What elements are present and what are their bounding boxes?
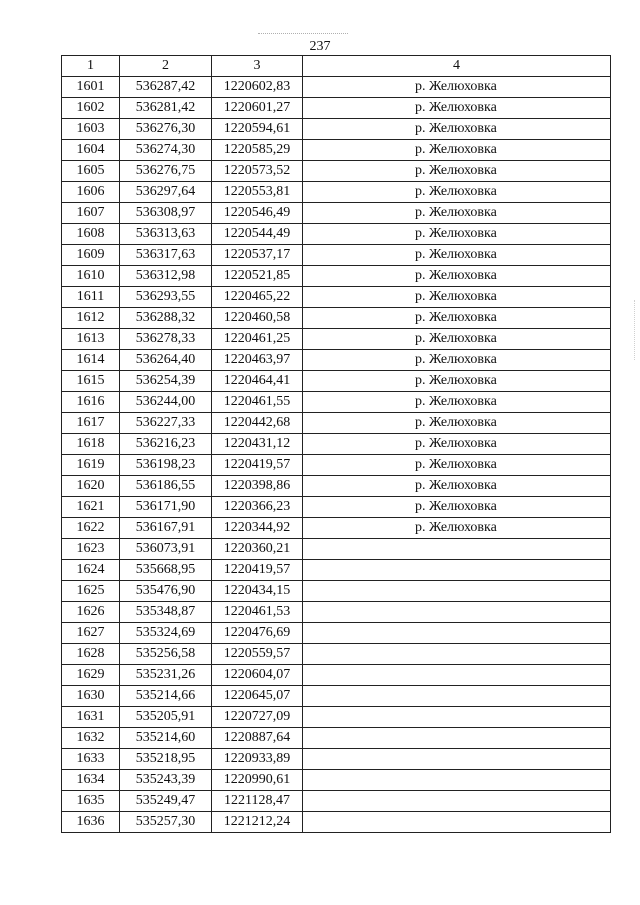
description-cell: р. Желюховка bbox=[303, 119, 611, 140]
y-coordinate-cell: 1220366,23 bbox=[212, 497, 303, 518]
table-row bbox=[62, 539, 611, 560]
x-coordinate-cell: 536264,40 bbox=[120, 350, 212, 371]
description-cell: р. Желюховка bbox=[303, 266, 611, 287]
table-row bbox=[62, 518, 611, 539]
y-coordinate-cell: 1220594,61 bbox=[212, 119, 303, 140]
y-coordinate-cell: 1220461,55 bbox=[212, 392, 303, 413]
description-cell bbox=[303, 686, 611, 707]
x-coordinate-cell: 535205,91 bbox=[120, 707, 212, 728]
point-number-cell: 1606 bbox=[62, 182, 120, 203]
point-number-cell: 1621 bbox=[62, 497, 120, 518]
x-coordinate-cell: 535214,66 bbox=[120, 686, 212, 707]
point-number-cell: 1633 bbox=[62, 749, 120, 770]
x-coordinate-cell: 536216,23 bbox=[120, 434, 212, 455]
point-number-cell: 1611 bbox=[62, 287, 120, 308]
point-number-cell: 1632 bbox=[62, 728, 120, 749]
description-cell: р. Желюховка bbox=[303, 434, 611, 455]
y-coordinate-cell: 1220419,57 bbox=[212, 455, 303, 476]
x-coordinate-cell: 536317,63 bbox=[120, 245, 212, 266]
point-number-cell: 1619 bbox=[62, 455, 120, 476]
point-number-cell: 1601 bbox=[62, 77, 120, 98]
point-number-cell: 1627 bbox=[62, 623, 120, 644]
x-coordinate-cell: 536254,39 bbox=[120, 371, 212, 392]
header-description: 4 bbox=[303, 56, 611, 77]
table-row bbox=[62, 203, 611, 224]
description-cell bbox=[303, 560, 611, 581]
point-number-cell: 1602 bbox=[62, 98, 120, 119]
point-number-cell: 1614 bbox=[62, 350, 120, 371]
description-cell: р. Желюховка bbox=[303, 455, 611, 476]
table-row bbox=[62, 560, 611, 581]
description-cell bbox=[303, 665, 611, 686]
table-row bbox=[62, 371, 611, 392]
x-coordinate-cell: 536312,98 bbox=[120, 266, 212, 287]
description-cell: р. Желюховка bbox=[303, 518, 611, 539]
x-coordinate-cell: 535668,95 bbox=[120, 560, 212, 581]
table-row bbox=[62, 812, 611, 833]
point-number-cell: 1635 bbox=[62, 791, 120, 812]
x-coordinate-cell: 536281,42 bbox=[120, 98, 212, 119]
x-coordinate-cell: 535249,47 bbox=[120, 791, 212, 812]
y-coordinate-cell: 1220573,52 bbox=[212, 161, 303, 182]
point-number-cell: 1603 bbox=[62, 119, 120, 140]
y-coordinate-cell: 1220537,17 bbox=[212, 245, 303, 266]
description-cell: р. Желюховка bbox=[303, 476, 611, 497]
table-row bbox=[62, 287, 611, 308]
y-coordinate-cell: 1220442,68 bbox=[212, 413, 303, 434]
table-row bbox=[62, 392, 611, 413]
y-coordinate-cell: 1220887,64 bbox=[212, 728, 303, 749]
x-coordinate-cell: 536308,97 bbox=[120, 203, 212, 224]
table-row bbox=[62, 245, 611, 266]
table-row bbox=[62, 350, 611, 371]
description-cell: р. Желюховка bbox=[303, 245, 611, 266]
description-cell bbox=[303, 707, 611, 728]
y-coordinate-cell: 1220461,25 bbox=[212, 329, 303, 350]
table-row bbox=[62, 455, 611, 476]
y-coordinate-cell: 1220559,57 bbox=[212, 644, 303, 665]
point-number-cell: 1605 bbox=[62, 161, 120, 182]
x-coordinate-cell: 535476,90 bbox=[120, 581, 212, 602]
description-cell: р. Желюховка bbox=[303, 140, 611, 161]
point-number-cell: 1622 bbox=[62, 518, 120, 539]
y-coordinate-cell: 1220461,53 bbox=[212, 602, 303, 623]
point-number-cell: 1615 bbox=[62, 371, 120, 392]
x-coordinate-cell: 536167,91 bbox=[120, 518, 212, 539]
x-coordinate-cell: 535256,58 bbox=[120, 644, 212, 665]
table-row bbox=[62, 119, 611, 140]
table-row bbox=[62, 770, 611, 791]
table-row bbox=[62, 266, 611, 287]
y-coordinate-cell: 1220727,09 bbox=[212, 707, 303, 728]
x-coordinate-cell: 536244,00 bbox=[120, 392, 212, 413]
point-number-cell: 1630 bbox=[62, 686, 120, 707]
y-coordinate-cell: 1220990,61 bbox=[212, 770, 303, 791]
point-number-cell: 1608 bbox=[62, 224, 120, 245]
point-number-cell: 1620 bbox=[62, 476, 120, 497]
x-coordinate-cell: 536288,32 bbox=[120, 308, 212, 329]
x-coordinate-cell: 535231,26 bbox=[120, 665, 212, 686]
point-number-cell: 1636 bbox=[62, 812, 120, 833]
point-number-cell: 1629 bbox=[62, 665, 120, 686]
x-coordinate-cell: 535348,87 bbox=[120, 602, 212, 623]
description-cell: р. Желюховка bbox=[303, 392, 611, 413]
table-row bbox=[62, 329, 611, 350]
y-coordinate-cell: 1220553,81 bbox=[212, 182, 303, 203]
y-coordinate-cell: 1220645,07 bbox=[212, 686, 303, 707]
y-coordinate-cell: 1220521,85 bbox=[212, 266, 303, 287]
y-coordinate-cell: 1220419,57 bbox=[212, 560, 303, 581]
header-y-coordinate: 3 bbox=[212, 56, 303, 77]
table-body bbox=[62, 77, 611, 833]
point-number-cell: 1609 bbox=[62, 245, 120, 266]
y-coordinate-cell: 1220463,97 bbox=[212, 350, 303, 371]
description-cell: р. Желюховка bbox=[303, 329, 611, 350]
point-number-cell: 1623 bbox=[62, 539, 120, 560]
table-row bbox=[62, 434, 611, 455]
table-row bbox=[62, 77, 611, 98]
y-coordinate-cell: 1220465,22 bbox=[212, 287, 303, 308]
point-number-cell: 1616 bbox=[62, 392, 120, 413]
coordinates-table bbox=[61, 55, 611, 833]
y-coordinate-cell: 1221128,47 bbox=[212, 791, 303, 812]
y-coordinate-cell: 1220344,92 bbox=[212, 518, 303, 539]
description-cell bbox=[303, 749, 611, 770]
header-x-coordinate: 2 bbox=[120, 56, 212, 77]
table-row bbox=[62, 98, 611, 119]
point-number-cell: 1607 bbox=[62, 203, 120, 224]
y-coordinate-cell: 1220464,41 bbox=[212, 371, 303, 392]
description-cell: р. Желюховка bbox=[303, 182, 611, 203]
table-row bbox=[62, 161, 611, 182]
x-coordinate-cell: 535324,69 bbox=[120, 623, 212, 644]
description-cell: р. Желюховка bbox=[303, 98, 611, 119]
table-row bbox=[62, 644, 611, 665]
description-cell: р. Желюховка bbox=[303, 287, 611, 308]
table-row bbox=[62, 581, 611, 602]
table-row bbox=[62, 623, 611, 644]
description-cell: р. Желюховка bbox=[303, 308, 611, 329]
table-row bbox=[62, 791, 611, 812]
x-coordinate-cell: 536276,30 bbox=[120, 119, 212, 140]
point-number-cell: 1634 bbox=[62, 770, 120, 791]
y-coordinate-cell: 1220360,21 bbox=[212, 539, 303, 560]
x-coordinate-cell: 536287,42 bbox=[120, 77, 212, 98]
scan-edge-mark bbox=[634, 300, 636, 360]
description-cell: р. Желюховка bbox=[303, 161, 611, 182]
table-row bbox=[62, 728, 611, 749]
table-row bbox=[62, 497, 611, 518]
x-coordinate-cell: 536293,55 bbox=[120, 287, 212, 308]
point-number-cell: 1612 bbox=[62, 308, 120, 329]
table-header bbox=[62, 56, 611, 77]
table-row bbox=[62, 749, 611, 770]
description-cell bbox=[303, 602, 611, 623]
x-coordinate-cell: 536227,33 bbox=[120, 413, 212, 434]
table-row bbox=[62, 140, 611, 161]
x-coordinate-cell: 536297,64 bbox=[120, 182, 212, 203]
description-cell: р. Желюховка bbox=[303, 413, 611, 434]
description-cell bbox=[303, 791, 611, 812]
x-coordinate-cell: 536198,23 bbox=[120, 455, 212, 476]
y-coordinate-cell: 1220602,83 bbox=[212, 77, 303, 98]
y-coordinate-cell: 1220434,15 bbox=[212, 581, 303, 602]
table-row bbox=[62, 308, 611, 329]
description-cell: р. Желюховка bbox=[303, 350, 611, 371]
description-cell bbox=[303, 812, 611, 833]
header-row bbox=[62, 56, 611, 77]
y-coordinate-cell: 1220601,27 bbox=[212, 98, 303, 119]
table-row bbox=[62, 686, 611, 707]
description-cell: р. Желюховка bbox=[303, 224, 611, 245]
point-number-cell: 1628 bbox=[62, 644, 120, 665]
y-coordinate-cell: 1220460,58 bbox=[212, 308, 303, 329]
x-coordinate-cell: 535218,95 bbox=[120, 749, 212, 770]
table-row bbox=[62, 707, 611, 728]
y-coordinate-cell: 1220431,12 bbox=[212, 434, 303, 455]
table-row bbox=[62, 182, 611, 203]
x-coordinate-cell: 536186,55 bbox=[120, 476, 212, 497]
description-cell: р. Желюховка bbox=[303, 371, 611, 392]
description-cell bbox=[303, 539, 611, 560]
header-point-number: 1 bbox=[62, 56, 120, 77]
table-row bbox=[62, 665, 611, 686]
table-row bbox=[62, 224, 611, 245]
point-number-cell: 1626 bbox=[62, 602, 120, 623]
description-cell bbox=[303, 623, 611, 644]
description-cell bbox=[303, 581, 611, 602]
x-coordinate-cell: 536278,33 bbox=[120, 329, 212, 350]
y-coordinate-cell: 1220933,89 bbox=[212, 749, 303, 770]
description-cell: р. Желюховка bbox=[303, 497, 611, 518]
x-coordinate-cell: 536274,30 bbox=[120, 140, 212, 161]
x-coordinate-cell: 536171,90 bbox=[120, 497, 212, 518]
y-coordinate-cell: 1220476,69 bbox=[212, 623, 303, 644]
x-coordinate-cell: 535257,30 bbox=[120, 812, 212, 833]
description-cell bbox=[303, 644, 611, 665]
scan-artifact-mark bbox=[258, 33, 348, 35]
point-number-cell: 1617 bbox=[62, 413, 120, 434]
description-cell bbox=[303, 728, 611, 749]
description-cell bbox=[303, 770, 611, 791]
x-coordinate-cell: 536073,91 bbox=[120, 539, 212, 560]
y-coordinate-cell: 1221212,24 bbox=[212, 812, 303, 833]
table-row bbox=[62, 413, 611, 434]
y-coordinate-cell: 1220398,86 bbox=[212, 476, 303, 497]
point-number-cell: 1613 bbox=[62, 329, 120, 350]
point-number-cell: 1624 bbox=[62, 560, 120, 581]
table-row bbox=[62, 602, 611, 623]
y-coordinate-cell: 1220544,49 bbox=[212, 224, 303, 245]
x-coordinate-cell: 535214,60 bbox=[120, 728, 212, 749]
point-number-cell: 1604 bbox=[62, 140, 120, 161]
y-coordinate-cell: 1220604,07 bbox=[212, 665, 303, 686]
x-coordinate-cell: 535243,39 bbox=[120, 770, 212, 791]
y-coordinate-cell: 1220546,49 bbox=[212, 203, 303, 224]
point-number-cell: 1618 bbox=[62, 434, 120, 455]
page-number: 237 bbox=[309, 39, 331, 54]
x-coordinate-cell: 536313,63 bbox=[120, 224, 212, 245]
description-cell: р. Желюховка bbox=[303, 77, 611, 98]
y-coordinate-cell: 1220585,29 bbox=[212, 140, 303, 161]
description-cell: р. Желюховка bbox=[303, 203, 611, 224]
point-number-cell: 1631 bbox=[62, 707, 120, 728]
point-number-cell: 1610 bbox=[62, 266, 120, 287]
table-row bbox=[62, 476, 611, 497]
x-coordinate-cell: 536276,75 bbox=[120, 161, 212, 182]
point-number-cell: 1625 bbox=[62, 581, 120, 602]
